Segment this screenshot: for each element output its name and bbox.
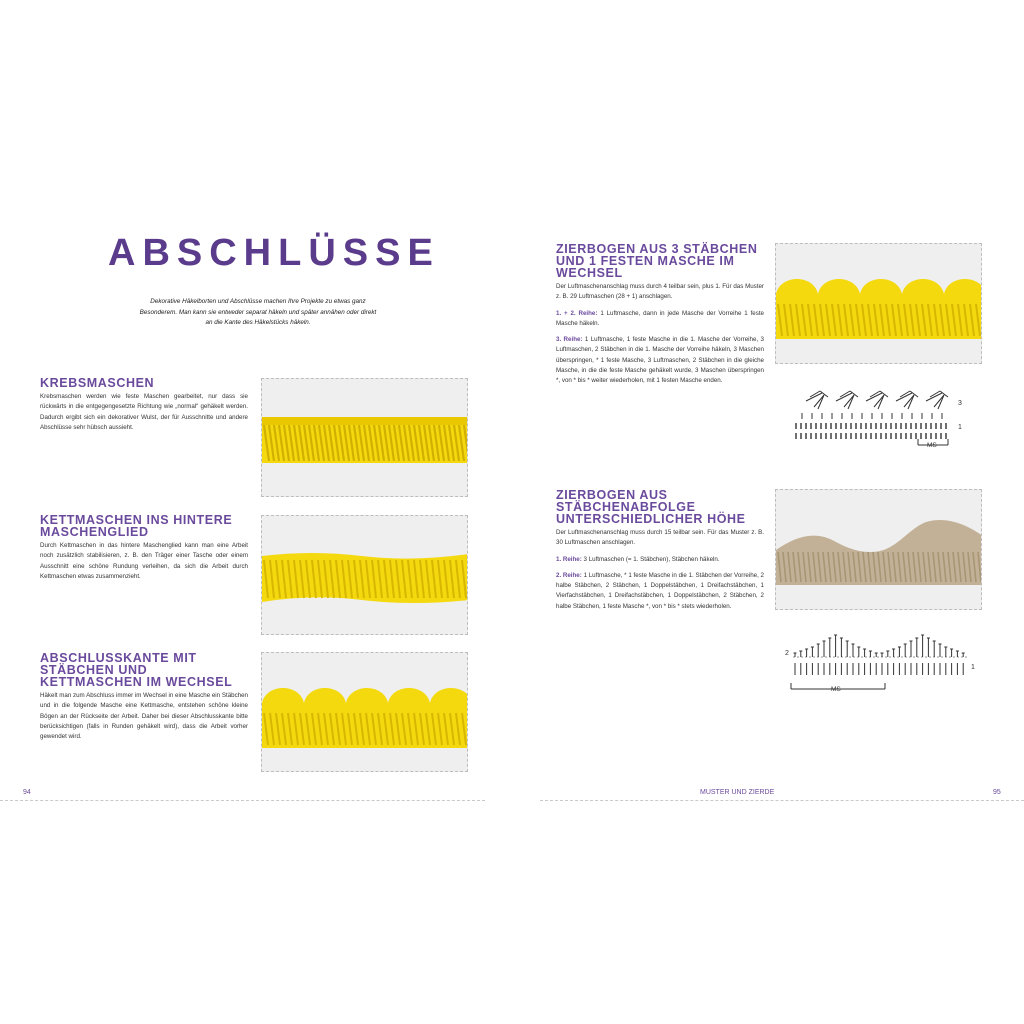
edge-stitch-photo — [261, 652, 468, 772]
footer-rule-right — [540, 800, 1024, 801]
section-heading: ABSCHLUSSKANTE MIT STÄBCHEN UND KETTMASCHEN IM WECHSEL — [40, 651, 233, 689]
row-instruction — [556, 335, 764, 386]
running-head: MUSTER UND ZIERDE — [700, 789, 775, 796]
section-zierbogen-1 — [556, 243, 764, 387]
row-label: 1. Reihe: — [556, 555, 582, 563]
chart-repeat-label: MS — [831, 686, 841, 693]
section-heading: ZIERBOGEN AUS STÄBCHENABFOLGE UNTERSCHIEDLICHER HÖHE — [556, 488, 746, 526]
page-number-left: 94 — [23, 789, 31, 796]
chart-row-label: 1 — [958, 424, 962, 431]
section-text: Der Luftmaschenanschlag muss durch 15 teilbar sein. Für das Muster z. B. 30 Luftmaschen anschlagen. — [556, 529, 764, 547]
section-text: Häkelt man zum Abschluss immer im Wechsel in eine Masche ein Stäbchen und in die folgende Masche eine Kettmasche, entstehen schöne kleine Bögen an der Rückseite der Arbeit. Daher bei dieser Abschlusskante bitte berücksichtigen (falls in Runden gehäkelt wird), dass die Arbeit vorher gewendet wird. — [40, 692, 248, 741]
section-heading: KETTMASCHEN INS HINTERE MASCHENGLIED — [40, 513, 233, 539]
chart-repeat-label: MS — [927, 442, 937, 449]
row-text: 1 Luftmasche, * 1 feste Masche in die 1. Stäbchen der Vorreihe, 2 halbe Stäbchen, 2 Stäbchen, 1 Doppelstäbchen, 1 Dreifachstäbchen, 1 Vierfachstäbchen, 1 Dreifachstäbchen, 1 Doppelstäbchen, 2 Stäbchen, 2 halbe Stäbchen, 1 feste Masche *, von * bis * stets wiederholen. — [556, 571, 764, 610]
section-kettmaschen — [40, 514, 248, 582]
row-instruction — [556, 309, 764, 330]
slip-stitch-photo — [261, 515, 468, 635]
stitch-chart-2 — [785, 627, 980, 704]
row-text: 1 Luftmasche, dann in jede Masche der Vorreihe 1 feste Masche häkeln. — [556, 309, 764, 327]
chart-row-label: 1 — [971, 664, 975, 671]
footer-rule-left — [0, 800, 485, 801]
row-instruction — [556, 571, 764, 612]
row-label: 3. Reihe: — [556, 336, 583, 344]
row-instruction — [556, 555, 764, 565]
page-number-right: 95 — [993, 789, 1001, 796]
section-heading: ZIERBOGEN AUS 3 STÄBCHEN UND 1 FESTEN MASCHE IM WECHSEL — [556, 242, 758, 280]
section-krebsmaschen — [40, 377, 248, 433]
section-abschlusskante — [40, 652, 248, 742]
page-title: ABSCHLÜSSE — [108, 232, 440, 274]
crab-stitch-photo — [261, 378, 468, 497]
zierbogen-2-photo — [775, 489, 982, 610]
section-text: Durch Kettmaschen in das hintere Maschenglied kann man eine Arbeit noch zusätzlich stabilisieren, z. B. den Träger einer Tasche oder einem Ausschnitt eine schöne Rundung verleihen, da sich die Arbeit durch Kettmaschen etwas zusammenzieht. — [40, 542, 248, 580]
section-text: Krebsmaschen werden wie feste Maschen gearbeitet, nur dass sie rückwärts in die entgegengesetzte Richtung wie „normal“ gehäkelt werden. Dadurch ergibt sich ein dekorativer Wulst, der für Ausschnitte und andere Abschlüsse sehr hübsch aussieht. — [40, 393, 248, 431]
chart-row-label: 3 — [958, 400, 962, 407]
section-text: Der Luftmaschenanschlag muss durch 4 teilbar sein, plus 1. Für das Muster z. B. 29 Luftmaschen (28 + 1) anschlagen. — [556, 283, 764, 301]
chart-row-label: 2 — [785, 650, 789, 657]
section-zierbogen-2 — [556, 489, 764, 612]
row-label: 1. + 2. Reihe: — [556, 309, 598, 317]
section-heading: KREBSMASCHEN — [40, 376, 155, 390]
row-text: 1 Luftmasche, 1 feste Masche in die 1. Masche der Vorreihe, 3 Luftmaschen, 2 Stäbchen in die 1. Masche der Vorreihe häkeln, 3 Maschen überspringen, * 1 feste Masche, 3 Luftmaschen, 2 Stäbchen in die gleiche Masche, in die die feste Masche gehäkelt wurde, 3 Maschen überspringen *, von * bis * weiter wiederholen, mit 1 festen Masche enden. — [556, 336, 764, 385]
zierbogen-1-photo — [775, 243, 982, 364]
row-label: 2. Reihe: — [556, 571, 582, 579]
row-text: 3 Luftmaschen (= 1. Stäbchen), Stäbchen häkeln. — [583, 555, 720, 563]
intro-text: Dekorative Häkelborten und Abschlüsse machen Ihre Projekte zu etwas ganz Besonderem. Man kann sie entweder separat häkeln und später annähen oder direkt an die Kante des Häkelstücks häkeln. — [139, 298, 377, 326]
stitch-chart-1 — [790, 383, 975, 460]
